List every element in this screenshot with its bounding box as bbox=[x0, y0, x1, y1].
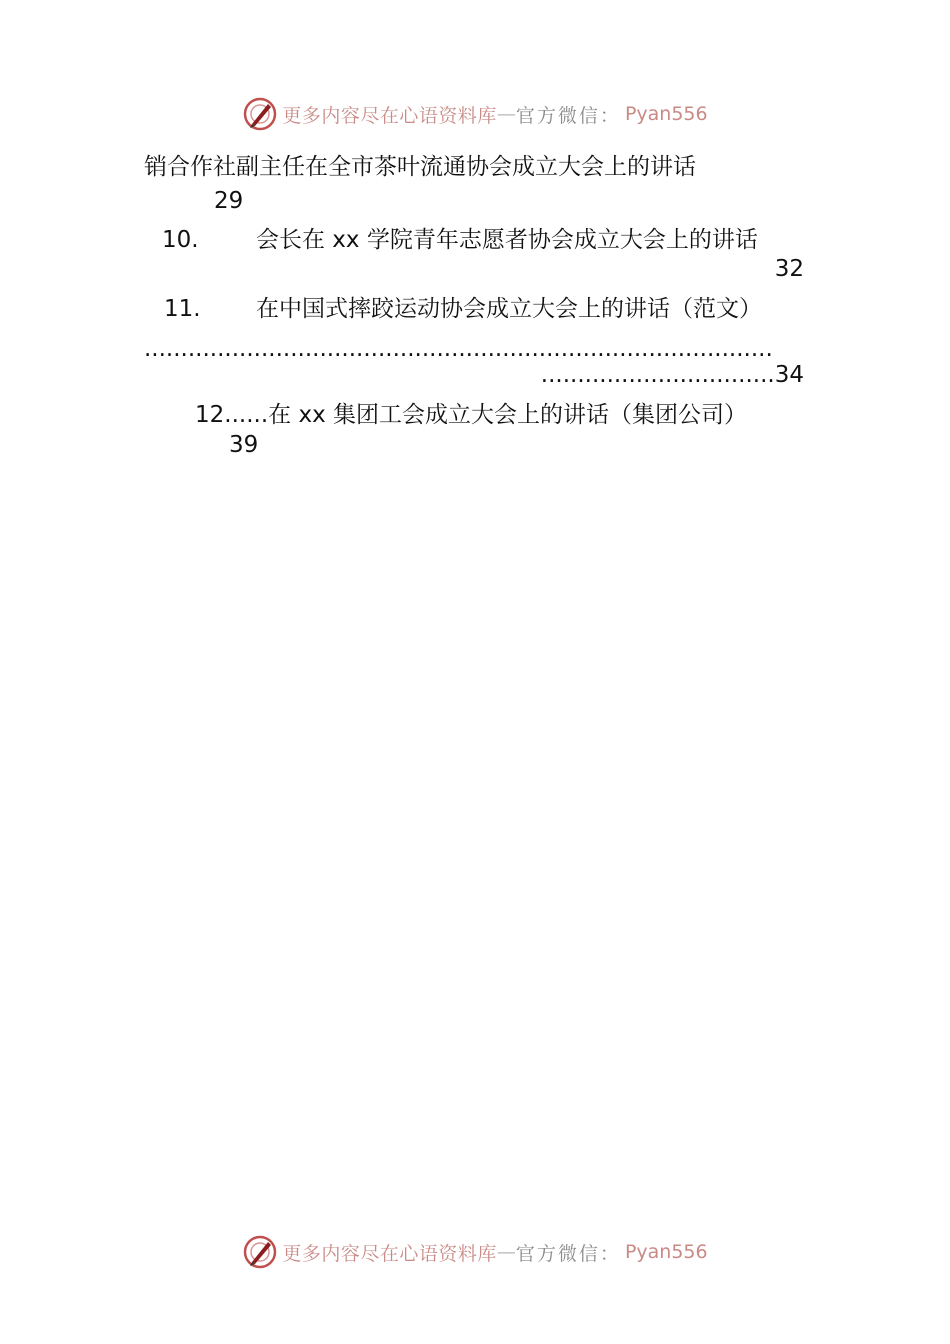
toc-entry-10-title[interactable]: 会长在 xx 学院青年志愿者协会成立大会上的讲话 bbox=[256, 227, 758, 253]
banner-text: 更多内容尽在心语资料库 bbox=[282, 1242, 497, 1265]
toc-entry-11-title[interactable]: 在中国式摔跤运动协会成立大会上的讲话（范文） bbox=[256, 296, 762, 322]
toc-entry-11-leader-dots-short: ................................ bbox=[540, 362, 775, 388]
banner-separator: — bbox=[496, 103, 516, 125]
banner-wechat-id: Pyan556 bbox=[624, 103, 708, 125]
toc-entry-9-title[interactable]: 销合作社副主任在全市茶叶流通协会成立大会上的讲话 bbox=[144, 154, 696, 180]
toc-entry-12-title: 在 xx 集团工会成立大会上的讲话（集团公司） bbox=[268, 402, 747, 428]
pen-logo-icon bbox=[242, 1234, 278, 1270]
toc-entry-12-line[interactable] bbox=[195, 400, 747, 430]
header-banner bbox=[0, 94, 950, 134]
toc-entry-9-page: 29 bbox=[214, 188, 244, 214]
banner-wechat-label: 官方微信： bbox=[515, 104, 621, 127]
banner-wechat-id: Pyan556 bbox=[624, 1241, 708, 1263]
footer-banner bbox=[0, 1232, 950, 1272]
banner-separator: — bbox=[496, 1241, 516, 1263]
toc-entry-12-page: 39 bbox=[229, 432, 259, 458]
toc-entry-11-leader-dots: ...................................................................................... bbox=[144, 336, 773, 362]
toc-entry-11-page-line bbox=[480, 360, 804, 390]
toc-entry-10-number: 10. bbox=[162, 227, 199, 253]
toc-entry-12-number: 12...... bbox=[195, 402, 269, 428]
toc-entry-10-page: 32 bbox=[774, 256, 804, 282]
toc-entry-11-number: 11. bbox=[164, 296, 201, 322]
pen-logo-icon bbox=[242, 96, 278, 132]
banner-wechat-label: 官方微信： bbox=[515, 1242, 621, 1265]
banner-text: 更多内容尽在心语资料库 bbox=[282, 104, 497, 127]
toc-entry-11-page: 34 bbox=[774, 362, 804, 388]
